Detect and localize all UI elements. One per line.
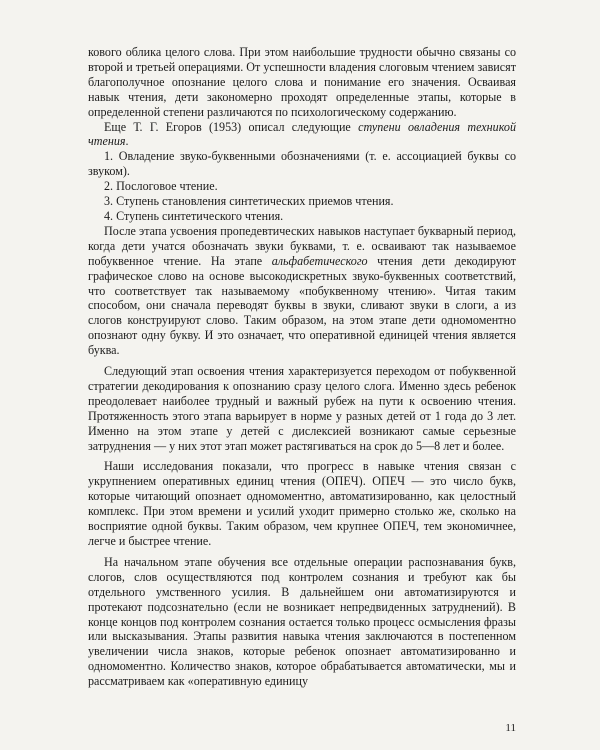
list-item-1: 1. Овладение звуко-буквенными обозначениями (т. е. ассоциацией буквы со звуком). [88,149,516,179]
paragraph-2-emphasis: ступени овладения техникой чтения [88,119,516,149]
paragraph-3-text: После этапа усвоения пропедевтических навыков наступает букварный период, когда дети учатся обозначать звуки буквами, т. е. осваивают так называемое побуквенное чтение. На этапе [88,223,516,268]
paragraph-4: Следующий этап освоения чтения характеризуется переходом от побуквенной стратегии декодирования к опознанию сразу целого слога. Именно здесь ребенок преодолевает наиболее трудный и важный рубеж на пути к освоению чтения. Протяженность этого этапа варьирует в норме у разных детей от 1 года до 3 лет. Именно на этом этапе у детей с дислексией возникают самые серьезные затруднения — у них этот этап может растягиваться на срок до 5—8 лет и более. [88,364,516,453]
paragraph-3 [88,224,516,358]
paragraph-2-text: Еще Т. Г. Егоров (1953) описал следующие [104,119,359,134]
paragraph-3-end: чтения дети декодируют графическое слово на основе высокодискретных звуко-буквенных соответствий, что соответствует так называемому «побуквенному чтению». Читая таким способом, они сначала переводят буквы в звуки, сливают звуки в слоги, а из слогов конструируют слово. Таким образом, на этом этапе дети одномоментно опознают одну букву. И это означает, что оперативной единицей чтения является буква. [88,253,516,358]
paragraph-6: На начальном этапе обучения все отдельные операции распознавания букв, слогов, слов осуществляются под контролем сознания и требуют как бы отдельного умственного усилия. В дальнейшем они автоматизируются и протекают подсознательно (если не возникает непредвиденных затруднений). В конце концов под контролем сознания остается только процесс осмысления фразы или высказывания. Этапы развития навыка чтения заключаются в постепенном увеличении числа знаков, которые ребенок опознает автоматизированно и одномоментно. Количество знаков, которое обрабатывается автоматически, мы и рассматриваем как «оперативную единицу [88,554,516,689]
paragraph-2 [88,120,516,150]
body-text [88,45,516,689]
paragraph-5: Наши исследования показали, что прогресс в навыке чтения связан с укрупнением оперативных единиц чтения (ОПЕЧ). ОПЕЧ — это число букв, которые читающий опознает одномоментно, автоматизированно, как целостный комплекс. При этом времени и усилий уходит примерно столько же, сколько на восприятие одной буквы. Таким образом, чем крупнее ОПЕЧ, тем экономичнее, легче и быстрее чтение. [88,459,516,548]
list-item-2: 2. Послоговое чтение. [104,179,218,194]
paragraph-3-emphasis: альфабетического [271,253,368,268]
list-item-4: 4. Ступень синтетического чтения. [104,208,284,223]
page-number: 11 [505,722,516,734]
paragraph-2-end: . [125,134,129,149]
list-item-3: 3. Ступень становления синтетических приемов чтения. [104,194,394,209]
paragraph-1: кового облика целого слова. При этом наибольшие трудности обычно связаны со второй и третьей операциями. От успешности владения слоговым чтением зависят благополучное опознание целого слова и понимание его значения. Осваивая навык чтения, дети закономерно проходят определенные этапы, которые в определенной степени различаются по психологическому содержанию. [88,45,516,119]
